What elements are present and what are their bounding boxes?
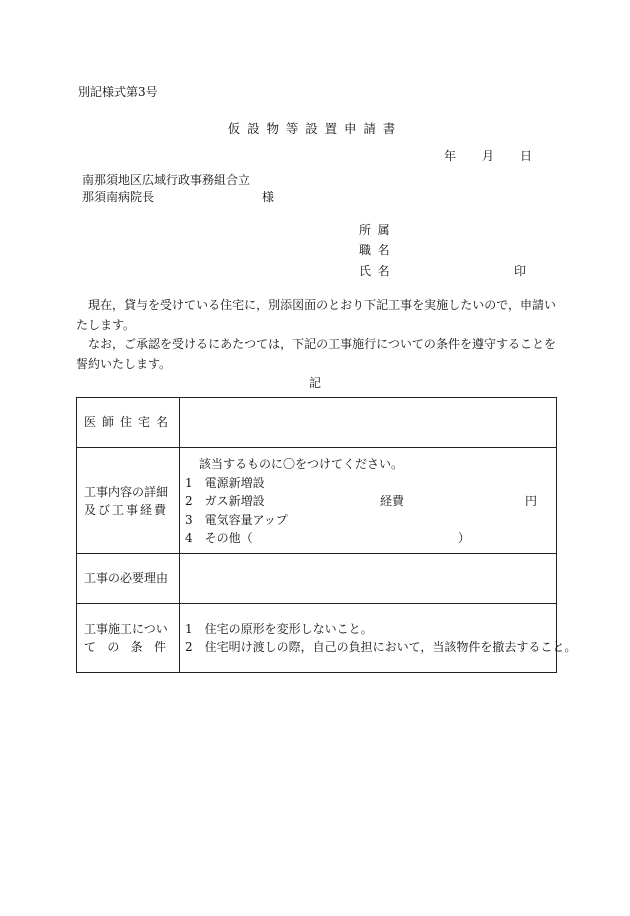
residence-value xyxy=(180,416,185,430)
addressee-title: 那須南病院長 xyxy=(82,190,155,204)
work-item-4: 4 その他（ xyxy=(185,531,253,545)
conditions-label-cell xyxy=(77,604,180,673)
conditions-label-line1: 工事施工につい xyxy=(84,622,168,636)
application-body xyxy=(76,296,556,374)
table-row-work-details xyxy=(77,448,557,554)
form-number: 別記様式第3号 xyxy=(78,85,158,99)
date-day-label: 日 xyxy=(520,149,533,163)
body-paragraph-1: 現在，貸与を受けている住宅に，別添図面のとおり下記工事を実施したいので，申請いたします。 xyxy=(76,298,556,332)
residence-label-cell xyxy=(77,398,180,448)
work-details-label-cell xyxy=(77,448,180,554)
ki-heading: 記 xyxy=(308,376,321,390)
other-close-paren: ） xyxy=(458,531,471,545)
applicant-affiliation-label: 所属 xyxy=(359,223,397,237)
work-details-label-line2: 及び工事経費 xyxy=(84,502,166,517)
date-line xyxy=(444,150,532,162)
table-row-reason xyxy=(77,554,557,604)
reason-label: 工事の必要理由 xyxy=(84,571,169,585)
body-paragraph-2: なお，ご承認を受けるにあたつては，下記の工事施行についての条件を遵守することを誓約いたします。 xyxy=(76,337,556,371)
work-details-label-line1: 工事内容の詳細 xyxy=(84,484,169,499)
yen-label: 円 xyxy=(525,494,538,508)
table-row-residence xyxy=(77,398,557,448)
table-row-conditions xyxy=(77,604,557,673)
conditions-label-line2: ての条件 xyxy=(84,640,166,654)
work-item-1: 1 電源新増設 xyxy=(185,476,265,490)
addressee-organization: 南那須地区広域行政事務組合立 xyxy=(82,173,251,187)
seal-mark: 印 xyxy=(514,264,527,278)
conditions-value-cell xyxy=(180,604,577,673)
work-instruction: 該当するものに〇をつけてください。 xyxy=(199,457,404,471)
work-item-3: 3 電気容量アップ xyxy=(185,513,288,527)
document-title: 仮設物等設置申請書 xyxy=(227,121,403,136)
applicant-position-label: 職名 xyxy=(359,243,397,257)
addressee-honorific: 様 xyxy=(262,190,275,204)
condition-item-2: 2 住宅明け渡しの際，自己の負担において，当該物件を撤去すること。 xyxy=(185,640,577,654)
reason-value-cell[interactable] xyxy=(180,554,557,604)
date-month-label: 月 xyxy=(482,149,495,163)
work-item-2: 2 ガス新増設 xyxy=(185,494,265,508)
date-year-label: 年 xyxy=(444,149,457,163)
reason-value xyxy=(180,572,185,586)
reason-label-cell xyxy=(77,554,180,604)
cost-label: 経費 xyxy=(380,494,405,508)
work-details-value-cell[interactable] xyxy=(180,448,557,554)
applicant-name-label: 氏名 xyxy=(359,264,397,278)
residence-label: 医師住宅名 xyxy=(84,415,175,429)
application-table xyxy=(76,397,577,673)
condition-item-1: 1 住宅の原形を変形しないこと。 xyxy=(185,622,373,636)
residence-value-cell[interactable] xyxy=(180,398,557,448)
